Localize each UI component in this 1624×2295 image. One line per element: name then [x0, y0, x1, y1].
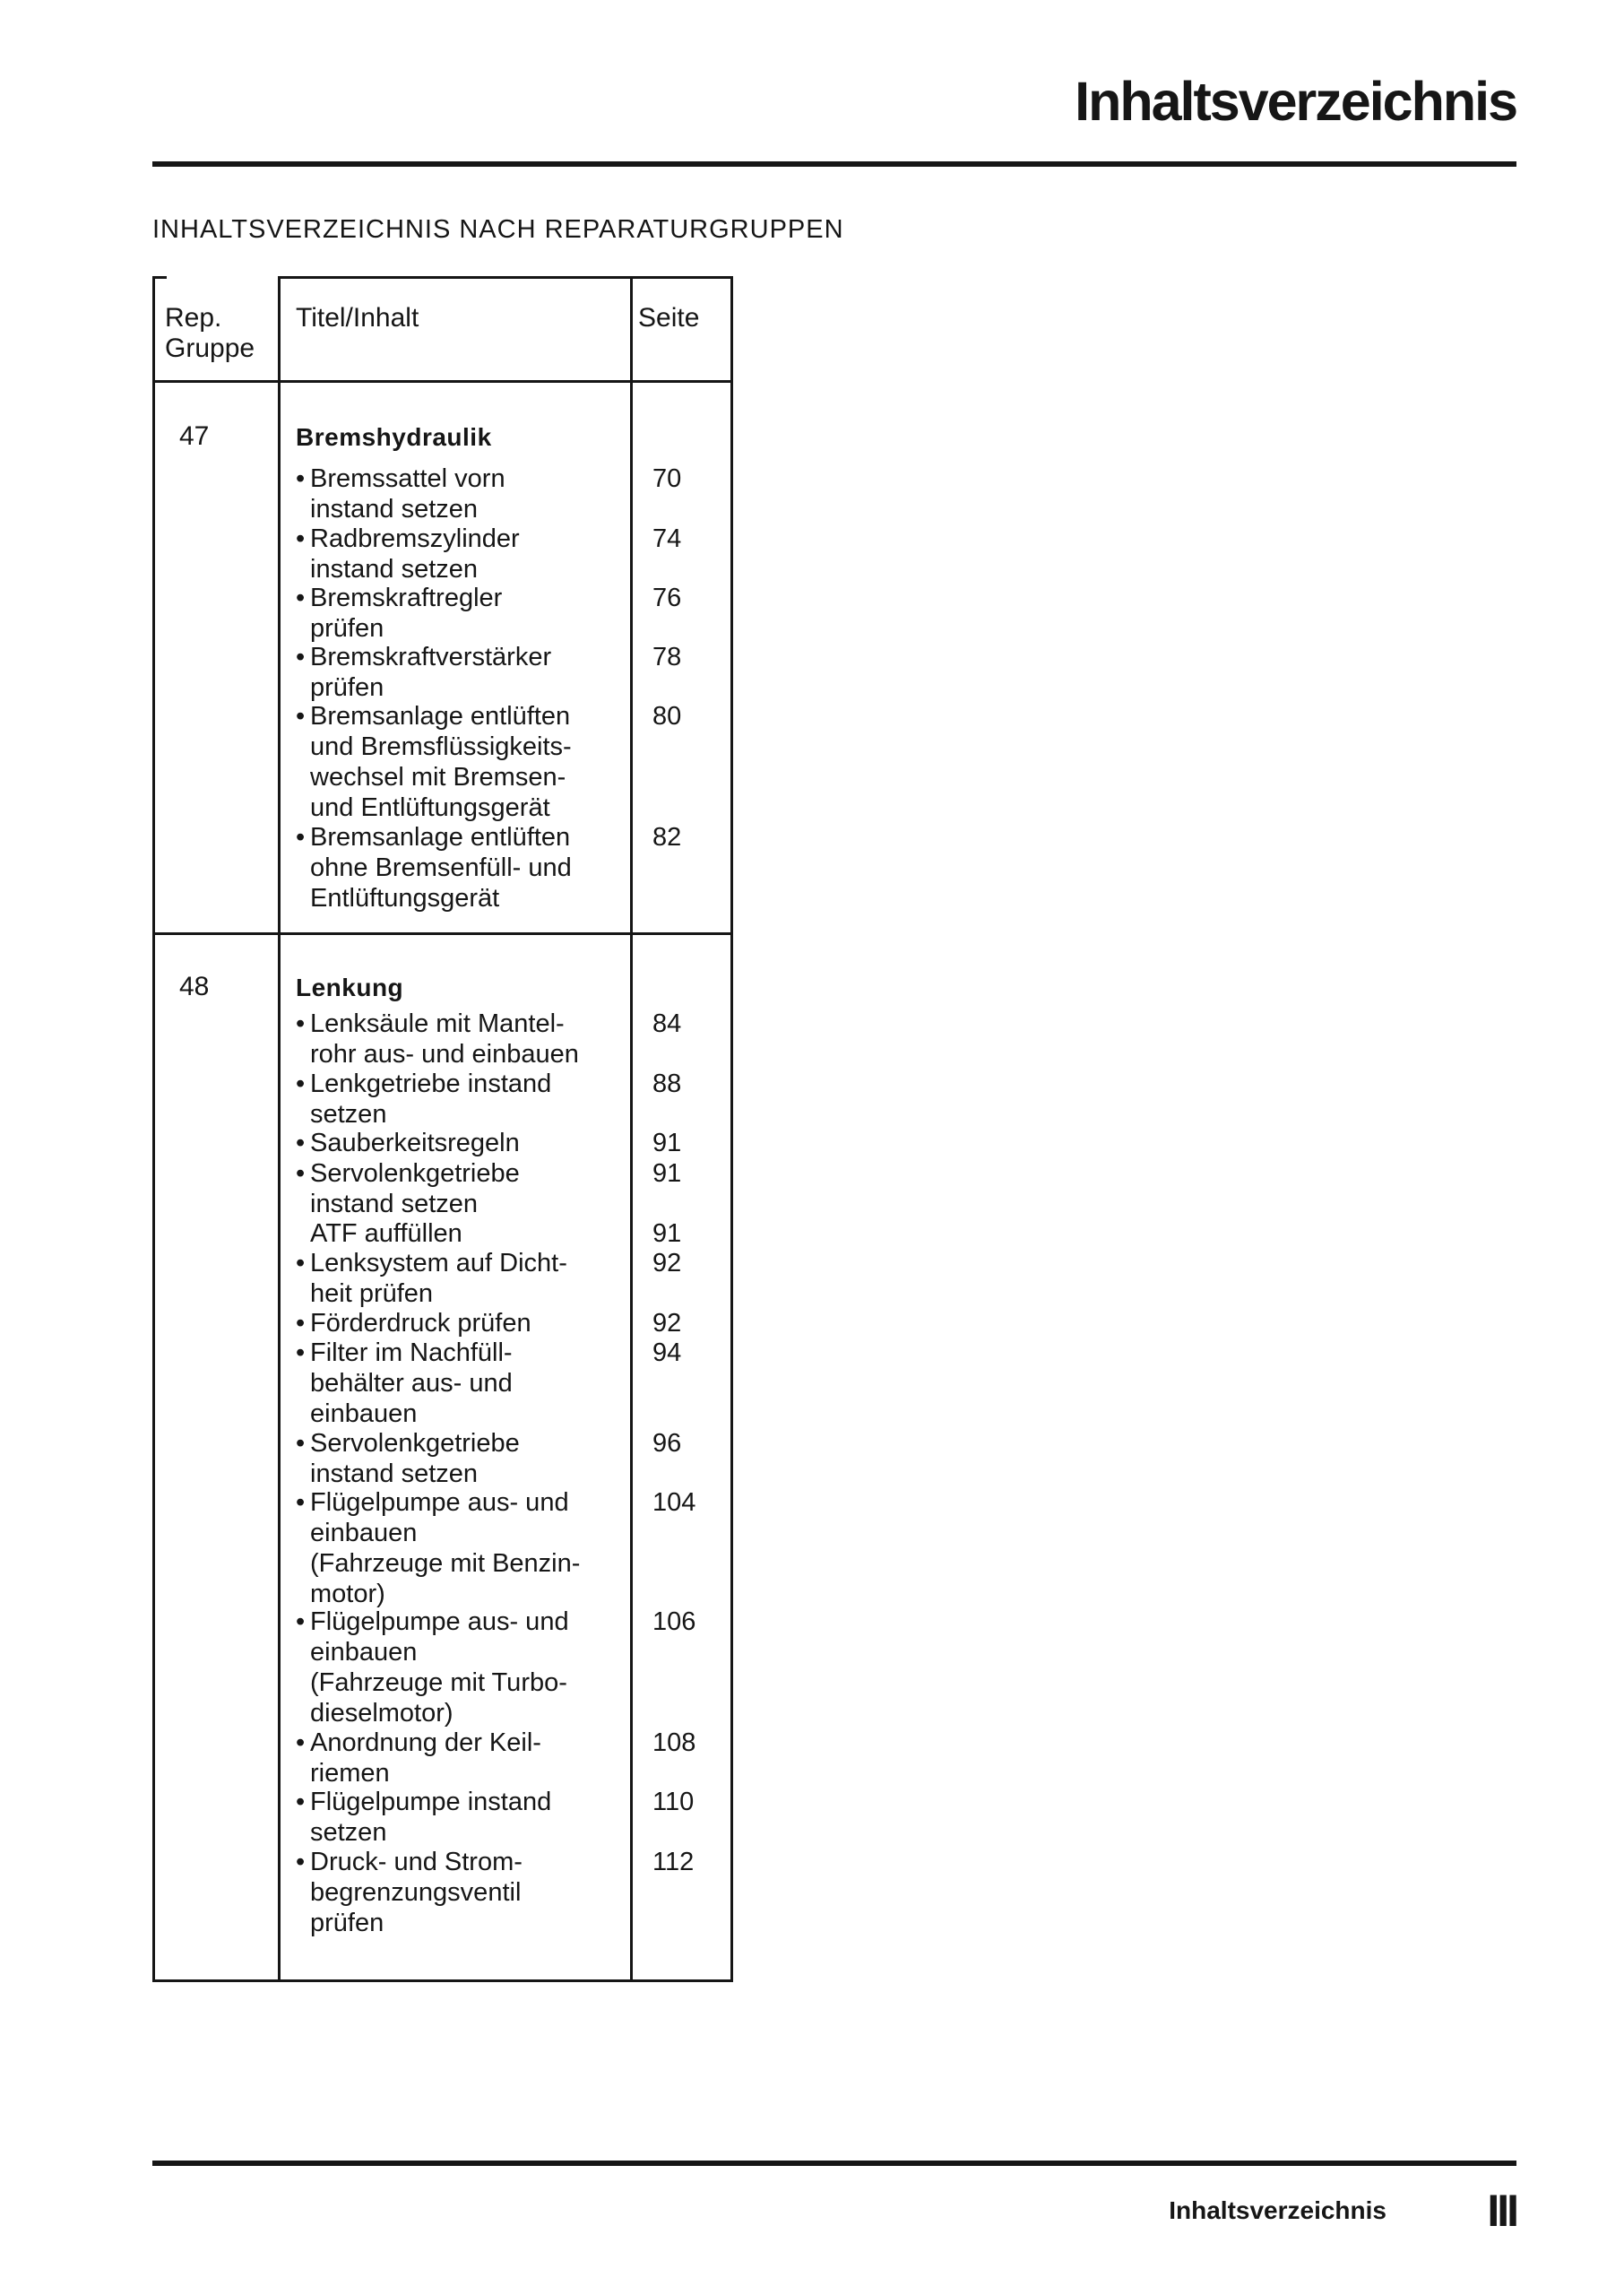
group-number: 48 [179, 972, 210, 1001]
bullet-icon: • [296, 1009, 306, 1038]
entry-page: 91 [652, 1219, 682, 1248]
entry-page: 76 [652, 584, 682, 612]
header-rule [152, 161, 1516, 167]
toc-entry [296, 1428, 636, 1489]
bullet-icon: • [296, 1488, 306, 1517]
entry-text: Anordnung der Keil- riemen [310, 1728, 541, 1788]
entry-page: 70 [652, 464, 682, 493]
entry-page: 110 [652, 1788, 695, 1816]
bullet-icon: • [296, 1309, 306, 1338]
bullet-icon: • [296, 1249, 306, 1277]
group-number: 47 [179, 421, 210, 451]
toc-entry [296, 1487, 636, 1609]
toc-entry [296, 1728, 636, 1788]
entry-text: Bremskraftverstärker prüfen [310, 643, 552, 702]
bullet-icon: • [296, 1129, 306, 1157]
bullet-icon: • [296, 702, 306, 731]
table-right-border [730, 276, 733, 1981]
entry-page: 78 [652, 643, 682, 671]
entry-page: 106 [652, 1607, 696, 1636]
entry-text: Lenksystem auf Dicht- heit prüfen [310, 1249, 567, 1308]
entry-text: Servolenkgetriebe instand setzen [310, 1429, 520, 1488]
entry-text: Flügelpumpe aus- und einbauen (Fahrzeuge mit Benzin- motor) [310, 1488, 581, 1608]
toc-entry [296, 701, 636, 823]
toc-entry [296, 1248, 636, 1309]
entry-page: 74 [652, 524, 682, 553]
entry-text: Bremsanlage entlüften ohne Bremsenfüll- und Entlüftungsgerät [310, 823, 572, 913]
toc-entry [296, 524, 636, 585]
toc-entry [296, 1847, 636, 1938]
entry-text: Flügelpumpe instand setzen [310, 1788, 552, 1847]
toc-entry [296, 822, 636, 914]
toc-entry [296, 642, 636, 703]
toc-entry [296, 1787, 636, 1848]
header-bottom-rule [152, 380, 733, 383]
bullet-icon: • [296, 1788, 306, 1816]
entry-page: 112 [652, 1848, 695, 1876]
entry-page: 82 [652, 823, 682, 852]
table-left-border [152, 276, 155, 1981]
bullet-icon: • [296, 1159, 306, 1188]
entry-text: Bremskraftregler prüfen [310, 584, 503, 643]
section-heading: INHALTSVERZEICHNIS NACH REPARATURGRUPPEN [152, 215, 844, 244]
column-header-title: Titel/Inhalt [296, 303, 419, 333]
entry-text: Bremsanlage entlüften und Bremsflüssigkeits- wechsel mit Bremsen- und Entlüftungsgerät [310, 702, 572, 822]
table-top-border [278, 276, 730, 279]
toc-entry [296, 1606, 636, 1728]
footer-rule [152, 2161, 1516, 2166]
entry-page: 104 [652, 1488, 696, 1517]
entry-text: ATF auffüllen [310, 1219, 462, 1248]
toc-entry [296, 1009, 636, 1070]
toc-entry [296, 1069, 636, 1130]
bullet-icon: • [296, 524, 306, 553]
toc-entry [296, 463, 636, 524]
group-separator [152, 932, 733, 935]
column-header-rep [165, 303, 255, 364]
toc-entry [296, 583, 636, 644]
group-title: Lenkung [296, 974, 404, 1001]
entry-page: 91 [652, 1129, 682, 1157]
column-divider-rep [278, 276, 281, 1981]
column-header-rep-line2: Gruppe [165, 333, 255, 363]
toc-entry [296, 1128, 636, 1158]
bullet-icon: • [296, 1607, 306, 1636]
footer-page-number: III [1487, 2186, 1516, 2236]
entry-text: Servolenkgetriebe instand setzen [310, 1159, 520, 1218]
bullet-icon: • [296, 464, 306, 493]
toc-entry [296, 1338, 636, 1429]
bullet-icon: • [296, 823, 306, 852]
entry-text: Sauberkeitsregeln [310, 1129, 520, 1157]
entry-page: 92 [652, 1309, 682, 1338]
entry-page: 92 [652, 1249, 682, 1277]
bullet-icon: • [296, 1429, 306, 1458]
entry-text: Förderdruck prüfen [310, 1309, 531, 1338]
bullet-icon: • [296, 584, 306, 612]
toc-entry [296, 1158, 636, 1219]
entry-text: Filter im Nachfüll- behälter aus- und einbauen [310, 1338, 513, 1428]
table-corner-mark [152, 276, 167, 279]
entry-page: 84 [652, 1009, 682, 1038]
table-bottom-border [152, 1979, 733, 1982]
entry-page: 108 [652, 1728, 696, 1757]
bullet-icon: • [296, 1848, 306, 1876]
entry-page: 91 [652, 1159, 682, 1188]
bullet-icon: • [296, 643, 306, 671]
toc-entry [296, 1308, 636, 1338]
bullet-icon: • [296, 1338, 306, 1367]
entry-text: Lenkgetriebe instand setzen [310, 1070, 552, 1129]
entry-page: 94 [652, 1338, 682, 1367]
entry-page: 80 [652, 702, 682, 731]
entry-page: 88 [652, 1070, 682, 1098]
bullet-icon: • [296, 1070, 306, 1098]
bullet-icon: • [296, 1728, 306, 1757]
entry-text: Radbremszylinder instand setzen [310, 524, 520, 584]
entry-text: Bremssattel vorn instand setzen [310, 464, 505, 524]
column-header-page: Seite [638, 303, 700, 333]
footer-label: Inhaltsverzeichnis [1169, 2196, 1386, 2224]
group-title: Bremshydraulik [296, 423, 492, 451]
column-header-rep-line1: Rep. [165, 303, 222, 333]
page-title: Inhaltsverzeichnis [1075, 71, 1516, 132]
entry-page: 96 [652, 1429, 682, 1458]
entry-text: Lenksäule mit Mantel- rohr aus- und einbauen [310, 1009, 579, 1069]
entry-text: Flügelpumpe aus- und einbauen (Fahrzeuge mit Turbo- dieselmotor) [310, 1607, 569, 1728]
entry-text: Druck- und Strom- begrenzungsventil prüfen [310, 1848, 523, 1937]
toc-entry-sub [296, 1218, 636, 1249]
